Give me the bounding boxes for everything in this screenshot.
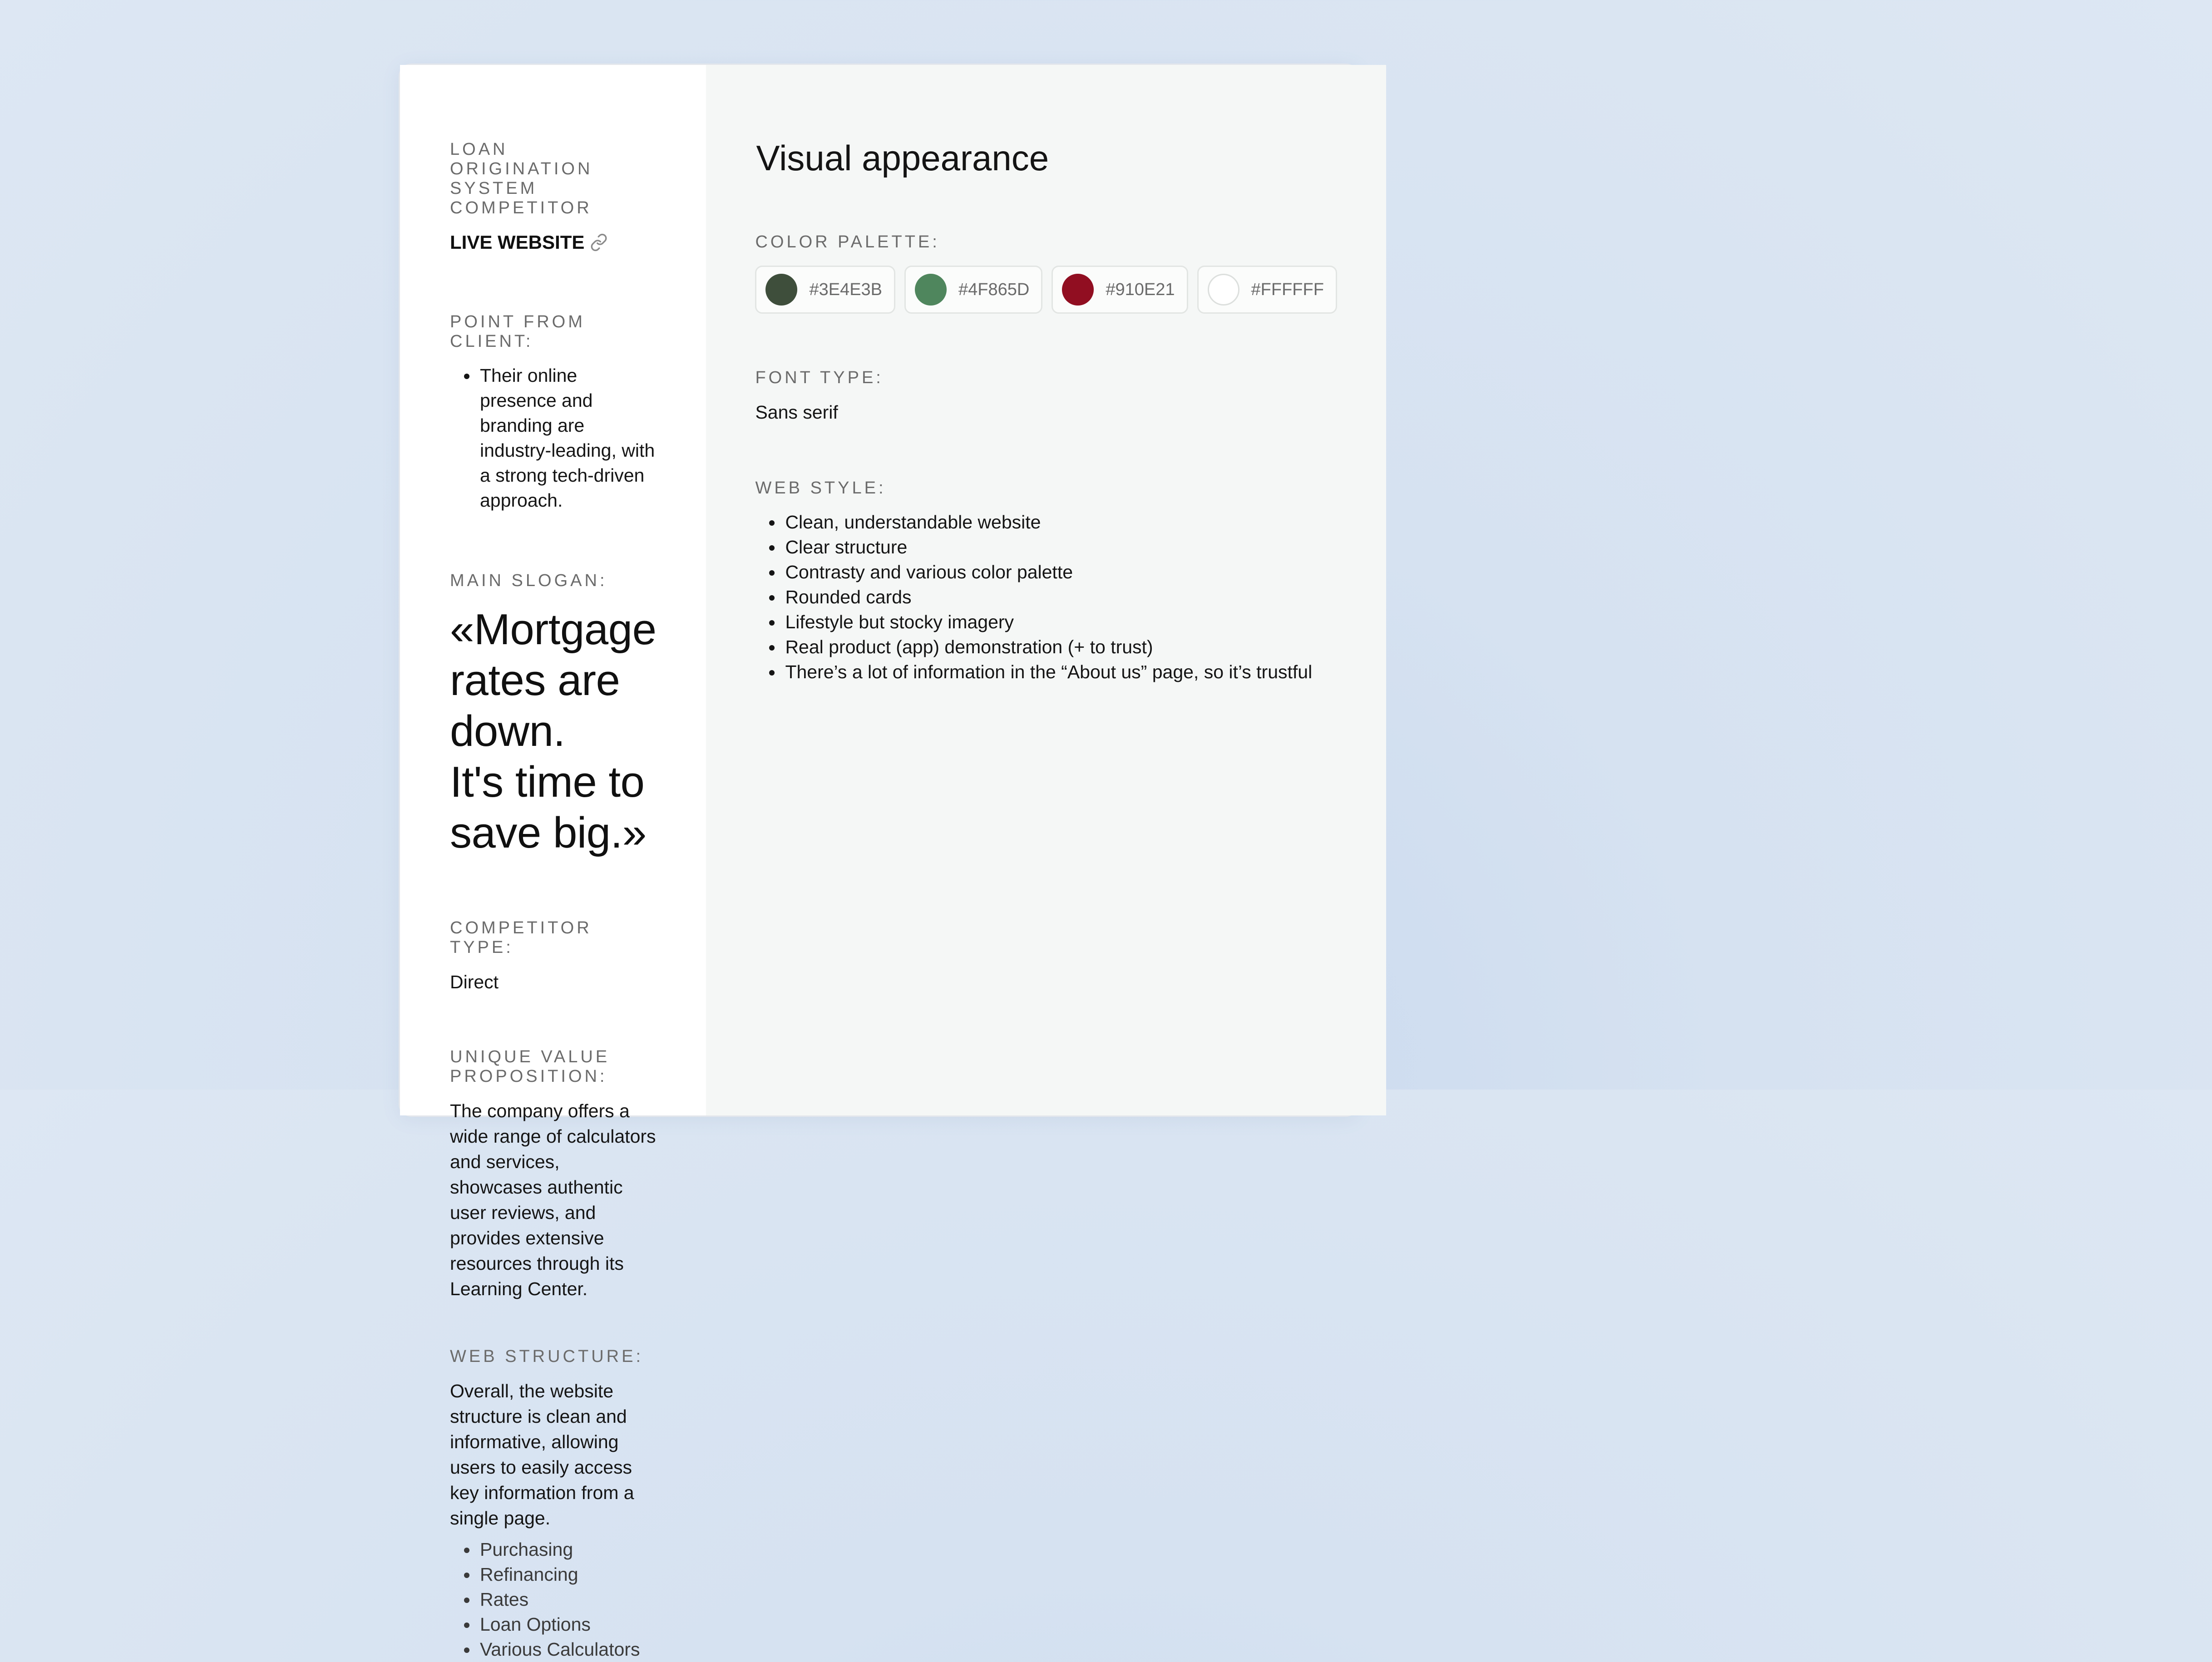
web-structure-text: Overall, the website structure is clean and informative, allowing users to easily access key information from a single page.	[450, 1381, 634, 1529]
font-type-label: FONT TYPE:	[755, 368, 884, 387]
slogan-line-1: «Mortgage rates are down.	[450, 605, 657, 755]
web-structure-list	[450, 1537, 656, 1662]
color-dot	[915, 274, 947, 306]
main-slogan-section	[450, 571, 656, 858]
color-palette	[755, 266, 1337, 314]
uvp-label: UNIQUE VALUE PROPOSITION:	[450, 1047, 610, 1086]
uvp-section	[450, 1047, 656, 1302]
list-item: • Refinancing	[478, 1562, 656, 1587]
web-style-label: WEB STYLE:	[755, 478, 886, 498]
web-structure-label: WEB STRUCTURE:	[450, 1347, 643, 1366]
main-slogan-label: MAIN SLOGAN:	[450, 571, 607, 590]
color-dot	[765, 274, 797, 306]
web-style-list	[755, 510, 1337, 685]
list-item: • Lifestyle but stocky imagery	[783, 610, 1337, 635]
list-item: • Loan Options	[478, 1612, 656, 1637]
web-style-section	[755, 478, 1337, 685]
right-panel	[706, 65, 1386, 1115]
uvp-text: The company offers a wide range of calculators and services, showcases authentic user reviews, and provides extensive resources through its Learning Center.	[450, 1100, 656, 1299]
competitor-type-value: Direct	[450, 972, 499, 992]
list-item: • Purchasing	[478, 1537, 656, 1562]
color-hex: #3E4E3B	[809, 280, 883, 299]
link-icon	[590, 233, 608, 252]
color-palette-section	[755, 232, 1337, 314]
color-dot	[1062, 274, 1094, 306]
list-item: • Contrasty and various color palette	[783, 560, 1337, 585]
visual-appearance-title: Visual appearance	[756, 138, 1049, 178]
color-swatch	[904, 266, 1042, 314]
point-from-client-list	[450, 363, 656, 513]
font-type-value: Sans serif	[755, 402, 838, 423]
live-website-link[interactable]	[450, 232, 608, 253]
competitor-kicker: LOAN ORIGINATION SYSTEM COMPETITOR	[450, 140, 593, 217]
live-website-label: LIVE WEBSITE	[450, 232, 585, 253]
point-from-client-label: POINT FROM CLIENT:	[450, 312, 585, 351]
list-item: • Clean, understandable website	[783, 510, 1337, 535]
color-hex: #910E21	[1106, 280, 1175, 299]
competitor-header	[450, 140, 656, 253]
list-item: • Rates	[478, 1587, 656, 1612]
color-swatch	[1197, 266, 1337, 314]
color-swatch	[755, 266, 895, 314]
color-hex: #FFFFFF	[1251, 280, 1324, 299]
web-structure-section	[450, 1347, 656, 1662]
color-dot	[1208, 274, 1239, 306]
list-item: • Real product (app) demonstration (+ to trust)	[783, 635, 1337, 660]
competitor-card	[399, 64, 1358, 1660]
color-palette-label: COLOR PALETTE:	[755, 232, 940, 252]
color-hex: #4F865D	[958, 280, 1030, 299]
list-item: • Their online presence and branding are industry-leading, with a strong tech-driven approach.	[478, 363, 656, 513]
competitor-type-label: COMPETITOR TYPE:	[450, 918, 592, 957]
point-from-client-section	[450, 312, 656, 513]
color-swatch	[1052, 266, 1188, 314]
list-item: • Rounded cards	[783, 585, 1337, 610]
left-panel	[400, 65, 706, 1660]
list-item: • Clear structure	[783, 535, 1337, 560]
font-type-section	[755, 368, 1337, 425]
list-item: • Various Calculators	[478, 1637, 656, 1662]
list-item: • There’s a lot of information in the “About us” page, so it’s trustful	[783, 660, 1337, 685]
main-slogan	[450, 604, 656, 858]
competitor-type-section	[450, 918, 656, 995]
slogan-line-2: It's time to save big.»	[450, 758, 647, 857]
